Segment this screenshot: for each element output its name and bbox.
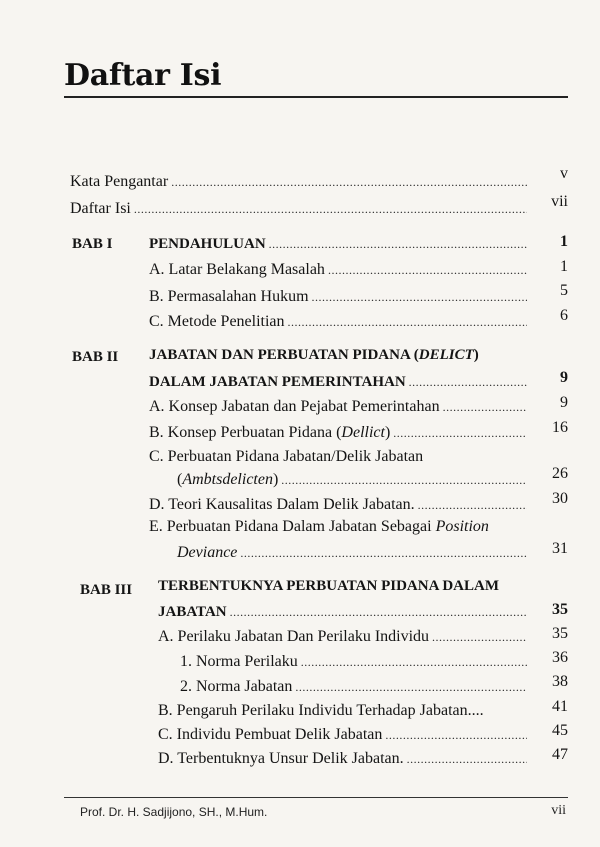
toc-entry-text — [177, 470, 278, 490]
toc-entry-bab3[interactable] — [158, 602, 530, 622]
leader-dots — [312, 287, 527, 307]
chapter-title-part: JABATAN DAN PERBUATAN PIDANA ( — [149, 347, 419, 363]
leader-dots — [418, 495, 527, 515]
chapter-label: BAB I — [72, 236, 113, 252]
toc-entry-text: 1. Norma Perilaku — [180, 653, 298, 670]
entry-text-part: ) — [384, 424, 391, 441]
chapter-label: BAB II — [72, 349, 119, 365]
toc-entry-text: A. Latar Belakang Masalah — [149, 261, 325, 278]
toc-page-number: 6 — [560, 307, 568, 324]
toc-entry-bab1[interactable] — [149, 234, 530, 254]
toc-entry-text: A. Konsep Jabatan dan Pejabat Pemerintahan — [149, 398, 440, 415]
toc-entry-text: B. Permasalahan Hukum — [149, 288, 309, 305]
toc-entry-text — [149, 423, 390, 443]
toc-entry-text: D. Teori Kausalitas Dalam Delik Jabatan. — [149, 496, 415, 513]
toc-entry-text: B. Pengaruh Perilaku Individu Terhadap Jabatan.... — [158, 702, 484, 719]
toc-page-number: 9 — [560, 394, 568, 411]
chapter-title-continued: DALAM JABATAN PEMERINTAHAN — [149, 374, 406, 390]
toc-entry-text: C. Individu Pembuat Delik Jabatan — [158, 726, 383, 743]
leader-dots — [230, 602, 527, 622]
toc-entry-text: D. Terbentuknya Unsur Delik Jabatan. — [158, 750, 404, 767]
entry-text-italic: Dellict — [341, 424, 385, 441]
toc-entry-bab2-e-line1[interactable] — [149, 517, 489, 537]
toc-page-number: 36 — [552, 649, 568, 666]
leader-dots — [301, 652, 527, 672]
toc-page-number: 35 — [552, 601, 568, 618]
entry-text-part: ) — [272, 471, 279, 488]
chapter-title-italic: DELICT — [418, 347, 474, 363]
leader-dots — [385, 725, 527, 745]
toc-page-number: v — [560, 165, 568, 182]
leader-dots — [295, 677, 527, 697]
toc-entry-text: A. Perilaku Jabatan Dan Perilaku Individu — [158, 628, 430, 645]
entry-text-italic: Deviance — [177, 544, 238, 561]
toc-entry-bab2-a[interactable] — [149, 397, 530, 417]
toc-entry-bab1-b[interactable] — [149, 287, 530, 307]
chapter-title-line[interactable] — [158, 576, 499, 596]
toc-entry-bab2-e[interactable] — [177, 543, 530, 563]
toc-page-number: 47 — [552, 746, 568, 763]
toc-entry-bab2-c-line1[interactable] — [149, 447, 423, 467]
chapter-title-line[interactable] — [149, 345, 479, 365]
toc-entry-text: Daftar Isi — [70, 200, 131, 217]
leader-dots — [134, 199, 527, 219]
toc-page-number: 38 — [552, 673, 568, 690]
toc-entry-text — [149, 517, 489, 537]
entry-text-part: B. Konsep Perbuatan Pidana ( — [149, 424, 342, 441]
entry-text-part: E. Perbuatan Pidana Dalam Jabatan Sebagai — [149, 518, 436, 535]
toc-entry-bab3-a1[interactable] — [180, 652, 530, 672]
toc-page-number: 35 — [552, 625, 568, 642]
leader-dots — [281, 470, 527, 490]
chapter-title — [149, 345, 479, 365]
toc-page-number: 16 — [552, 419, 568, 436]
toc-entry-bab3-b[interactable] — [158, 701, 530, 721]
toc-entry-kata-pengantar[interactable] — [70, 172, 530, 192]
chapter-label: BAB III — [80, 582, 133, 598]
title-divider — [64, 96, 568, 98]
leader-dots — [443, 397, 527, 417]
toc-entry-bab3-d[interactable] — [158, 749, 530, 769]
toc-page-number: 1 — [560, 233, 568, 250]
entry-text-italic: Ambtsdelicten — [182, 471, 273, 488]
toc-entry-text: 2. Norma Jabatan — [180, 678, 293, 695]
leader-dots — [171, 172, 527, 192]
toc-entry-bab2-c[interactable] — [177, 470, 530, 490]
toc-entry-bab3-a[interactable] — [158, 627, 530, 647]
toc-entry-bab2-d[interactable] — [149, 495, 530, 515]
toc-page-number: 5 — [560, 282, 568, 299]
toc-page-number: 1 — [560, 258, 568, 275]
chapter-title-part: ) — [473, 347, 479, 363]
leader-dots — [393, 423, 527, 443]
leader-dots — [432, 627, 527, 647]
footer-page-number: vii — [551, 803, 566, 818]
toc-entry-bab3-a2[interactable] — [180, 677, 530, 697]
chapter-title: PENDAHULUAN — [149, 236, 266, 252]
toc-entry-bab3-c[interactable] — [158, 725, 530, 745]
entry-text-italic: Position — [435, 518, 489, 535]
toc-entry-bab2[interactable] — [149, 372, 530, 392]
toc-page-number: 45 — [552, 722, 568, 739]
toc-entry-text: Kata Pengantar — [70, 173, 169, 190]
toc-page-number: 30 — [552, 490, 568, 507]
leader-dots — [409, 372, 527, 392]
toc-page-number: 41 — [552, 698, 568, 715]
chapter-title-continued: JABATAN — [158, 604, 227, 620]
toc-page-number: 9 — [560, 369, 568, 386]
toc-entry-bab2-b[interactable] — [149, 423, 530, 443]
leader-dots — [288, 312, 527, 332]
toc-entry-bab1-c[interactable] — [149, 312, 530, 332]
entry-text-part: ( — [177, 471, 183, 488]
toc-entry-text: C. Metode Penelitian — [149, 313, 285, 330]
page-title: Daftar Isi — [64, 58, 222, 93]
toc-page-number: 31 — [552, 540, 568, 557]
leader-dots — [407, 749, 527, 769]
toc-page-number: vii — [551, 193, 568, 210]
footer-author: Prof. Dr. H. Sadjijono, SH., M.Hum. — [80, 805, 268, 819]
toc-entry-text: C. Perbuatan Pidana Jabatan/Delik Jabatan — [149, 448, 424, 465]
toc-entry-daftar-isi[interactable] — [70, 199, 530, 219]
chapter-title: TERBENTUKNYA PERBUATAN PIDANA DALAM — [158, 578, 500, 594]
toc-page-number: 26 — [552, 465, 568, 482]
leader-dots — [240, 543, 527, 563]
toc-entry-bab1-a[interactable] — [149, 260, 530, 280]
leader-dots — [269, 234, 527, 254]
leader-dots — [328, 260, 527, 280]
footer-divider — [64, 797, 568, 798]
